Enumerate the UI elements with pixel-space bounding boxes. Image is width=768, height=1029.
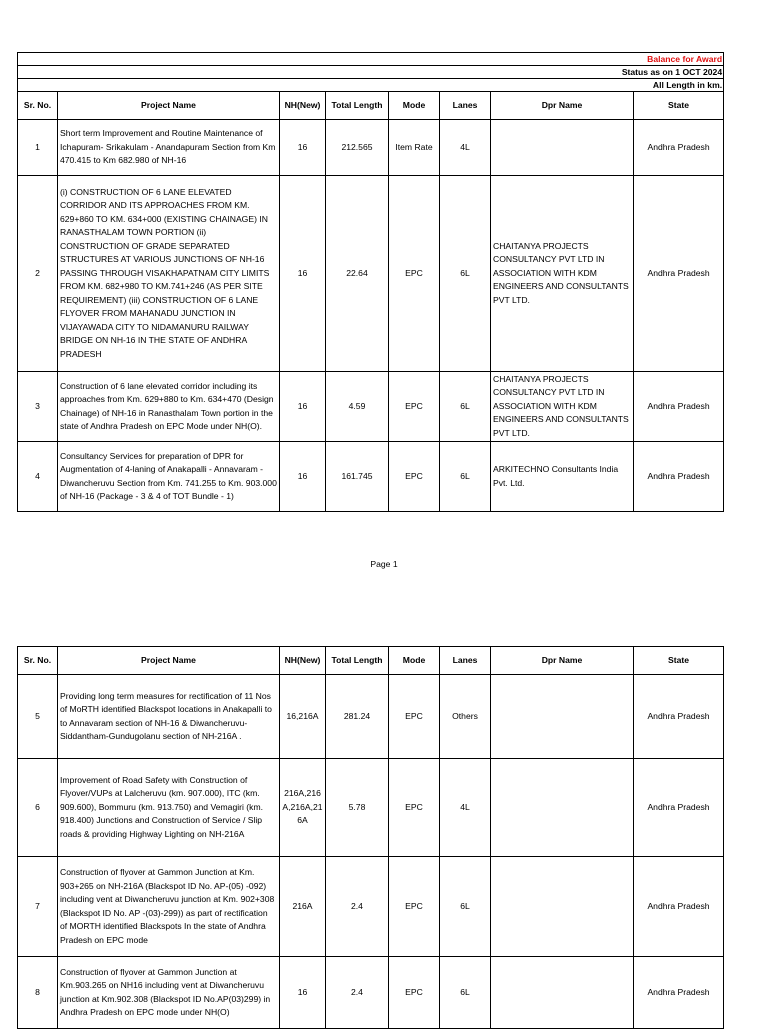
col-dpr-name: Dpr Name [491, 92, 634, 120]
state: Andhra Pradesh [634, 957, 724, 1029]
dpr-name: ARKITECHNO Consultants India Pvt. Ltd. [491, 442, 634, 512]
state: Andhra Pradesh [634, 120, 724, 176]
mode: EPC [389, 372, 440, 442]
table-row [18, 857, 724, 957]
mode: Item Rate [389, 120, 440, 176]
column-header-row [18, 647, 724, 675]
nh-number: 16 [280, 957, 326, 1029]
table-row [18, 759, 724, 857]
lanes: 6L [440, 857, 491, 957]
table-row [18, 957, 724, 1029]
lanes: 6L [440, 957, 491, 1029]
total-length: 281.24 [326, 675, 389, 759]
report-header [18, 53, 724, 92]
lanes: Others [440, 675, 491, 759]
col-nh: NH(New) [280, 92, 326, 120]
dpr-name [491, 857, 634, 957]
nh-number: 16 [280, 442, 326, 512]
balance-for-award-label: Balance for Award [18, 53, 724, 66]
total-length: 2.4 [326, 857, 389, 957]
project-name: Consultancy Services for preparation of DPR for Augmentation of 4-laning of Anakapalli - Annavaram - Diwancheruvu Section from Km. 741.255 to Km. 903.000 of NH-16 (Package - 3 & 4 of TOT Bundle - 1) [58, 442, 280, 512]
project-name: Improvement of Road Safety with Construction of Flyover/VUPs at Lalcheruvu (km. 907.000), ITC (km. 909.600), Bommuru (km. 913.750) and Vemagiri (km. 918.400) Junctions and Construction of Service / Slip roads & providing Highway Lighting on NH-216A [58, 759, 280, 857]
sr-no: 2 [18, 176, 58, 372]
col-project-name: Project Name [58, 92, 280, 120]
col-lanes: Lanes [440, 647, 491, 675]
sr-no: 5 [18, 675, 58, 759]
lanes: 6L [440, 176, 491, 372]
mode: EPC [389, 857, 440, 957]
col-sr-no: Sr. No. [18, 92, 58, 120]
mode: EPC [389, 176, 440, 372]
nh-number: 16 [280, 120, 326, 176]
dpr-name: CHAITANYA PROJECTS CONSULTANCY PVT LTD IN ASSOCIATION WITH KDM ENGINEERS AND CONSULTANTS PVT LTD. [491, 176, 634, 372]
col-sr-no: Sr. No. [18, 647, 58, 675]
nh-number: 216A,216A,216A,216A [280, 759, 326, 857]
lanes: 4L [440, 759, 491, 857]
state: Andhra Pradesh [634, 857, 724, 957]
status-date-label: Status as on 1 OCT 2024 [18, 66, 724, 79]
col-dpr-name: Dpr Name [491, 647, 634, 675]
mode: EPC [389, 675, 440, 759]
project-name: Providing long term measures for rectification of 11 Nos of MoRTH identified Blackspot locations in Anakapalli to to Annavaram section of NH-16 & Diwancheruvu-Siddantham-Gundugolanu section of NH-216A . [58, 675, 280, 759]
dpr-name [491, 957, 634, 1029]
total-length: 22.64 [326, 176, 389, 372]
nh-number: 16,216A [280, 675, 326, 759]
state: Andhra Pradesh [634, 176, 724, 372]
mode: EPC [389, 957, 440, 1029]
col-state: State [634, 647, 724, 675]
col-nh: NH(New) [280, 647, 326, 675]
project-name: Construction of flyover at Gammon Junction at Km.903.265 on NH16 including vent at Diwancheruvu junction at Km.902.308 (Blackspot ID No.AP(03)299) in Andhra Pradesh on EPC mode under NH(O) [58, 957, 280, 1029]
col-mode: Mode [389, 647, 440, 675]
total-length: 2.4 [326, 957, 389, 1029]
dpr-name: CHAITANYA PROJECTS CONSULTANCY PVT LTD IN ASSOCIATION WITH KDM ENGINEERS AND CONSULTANTS PVT LTD. [491, 372, 634, 442]
state: Andhra Pradesh [634, 442, 724, 512]
sr-no: 1 [18, 120, 58, 176]
length-unit-label: All Length in km. [18, 79, 724, 92]
col-project-name: Project Name [58, 647, 280, 675]
lanes: 4L [440, 120, 491, 176]
lanes: 6L [440, 442, 491, 512]
col-state: State [634, 92, 724, 120]
project-name: Construction of flyover at Gammon Junction at Km. 903+265 on NH-216A (Blackspot ID No. AP-(05) -092) including vent at Diwancheruvu junction at Km. 902+308 (Blackspot ID No. AP -(03)-299)) as part of rectification of MORTH identified Blackspots In the state of Andhra Pradesh on EPC mode [58, 857, 280, 957]
col-total-length: Total Length [326, 647, 389, 675]
table-row [18, 176, 724, 372]
table-row [18, 675, 724, 759]
state: Andhra Pradesh [634, 372, 724, 442]
total-length: 5.78 [326, 759, 389, 857]
project-name: Short term Improvement and Routine Maintenance of Ichapuram- Srikakulam - Anandapuram Section from Km 470.415 to Km 682.980 of NH-16 [58, 120, 280, 176]
col-total-length: Total Length [326, 92, 389, 120]
sr-no: 3 [18, 372, 58, 442]
state: Andhra Pradesh [634, 675, 724, 759]
state: Andhra Pradesh [634, 759, 724, 857]
projects-table-page1 [17, 52, 724, 512]
nh-number: 16 [280, 176, 326, 372]
project-name: Construction of 6 lane elevated corridor including its approaches from Km. 629+880 to Km. 634+470 (Design Chainage) of NH-16 in Ranasthalam Town portion in the state of Andhra Pradesh on EPC Mode under NH(O). [58, 372, 280, 442]
total-length: 4.59 [326, 372, 389, 442]
total-length: 212.565 [326, 120, 389, 176]
nh-number: 16 [280, 372, 326, 442]
nh-number: 216A [280, 857, 326, 957]
sr-no: 4 [18, 442, 58, 512]
dpr-name [491, 759, 634, 857]
total-length: 161.745 [326, 442, 389, 512]
sr-no: 8 [18, 957, 58, 1029]
table-row [18, 120, 724, 176]
table-row [18, 442, 724, 512]
project-name: (i) CONSTRUCTION OF 6 LANE ELEVATED CORRIDOR AND ITS APPROACHES FROM KM. 629+860 TO KM. 634+000 (EXISTING CHAINAGE) IN RANASTHALAM TOWN PORTION (ii) CONSTRUCTION OF GRADE SEPARATED STRUCTURES AT VARIOUS JUNCTIONS OF NH-16 PASSING THROUGH VISAKHAPATNAM CITY LIMITS FROM KM. 682+980 TO KM.741+246 (AS PER SITE REQUIREMENT) (iii) CONSTRUCTION OF 6 LANE FLYOVER FROM MAHANADU JUNCTION IN VIJAYAWADA CITY TO NIDAMANURU RAILWAY BRIDGE ON NH-16 IN THE STATE OF ANDHRA PRADESH [58, 176, 280, 372]
sr-no: 7 [18, 857, 58, 957]
mode: EPC [389, 759, 440, 857]
projects-table-page2 [17, 646, 724, 1029]
lanes: 6L [440, 372, 491, 442]
mode: EPC [389, 442, 440, 512]
col-lanes: Lanes [440, 92, 491, 120]
dpr-name [491, 675, 634, 759]
sr-no: 6 [18, 759, 58, 857]
page-number-label: Page 1 [370, 559, 398, 569]
table-row [18, 372, 724, 442]
dpr-name [491, 120, 634, 176]
column-header-row [18, 92, 724, 120]
col-mode: Mode [389, 92, 440, 120]
